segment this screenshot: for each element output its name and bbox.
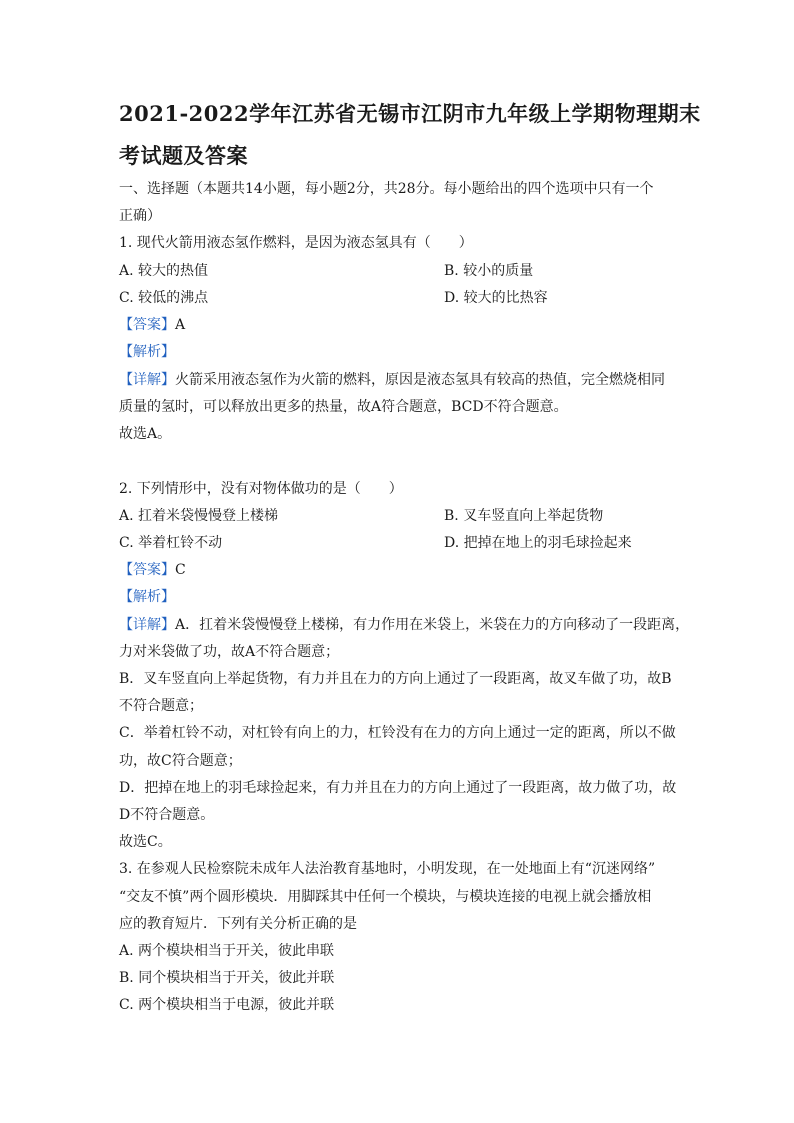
question-2-choose: 故选C。 [119, 834, 172, 850]
document-title-line-2: 考试题及答案 [119, 143, 248, 168]
question-1-option-d: D. 较大的比热容 [444, 290, 548, 306]
question-3-option-c: C. 两个模块相当于电源，彼此并联 [119, 997, 335, 1013]
question-2-detail-line-6: 功，故C符合题意； [119, 753, 242, 769]
question-1-detail-line-2: 质量的氢时，可以释放出更多的热量，故A符合题意，BCD不符合题意。 [119, 399, 568, 415]
question-2-stem: 2. 下列情形中，没有对物体做功的是（ ） [119, 481, 403, 497]
question-2-option-a: A. 扛着米袋慢慢登上楼梯 [119, 508, 279, 524]
question-2-detail-line-1 [119, 616, 689, 634]
detail-tag: 【详解】 [119, 372, 175, 388]
analysis-tag: 【解析】 [119, 344, 175, 360]
question-1-detail-line-1 [119, 371, 665, 389]
question-2-detail-line-8: D不符合题意。 [119, 807, 215, 823]
detail-tag: 【详解】 [119, 617, 175, 633]
analysis-tag: 【解析】 [119, 589, 175, 605]
question-2-analysis-tag [119, 588, 175, 606]
answer-tag: 【答案】 [119, 317, 175, 333]
question-3-stem-line-2: “交友不慎”两个圆形模块．用脚踩其中任何一个模块，与模块连接的电视上就会播放相 [119, 889, 652, 905]
question-2-option-c: C. 举着杠铃不动 [119, 535, 223, 551]
section-heading-line-2: 正确） [119, 208, 161, 224]
question-2-detail-line-3: B．叉车竖直向上举起货物，有力并且在力的方向上通过了一段距离，故叉车做了功，故B [119, 671, 672, 687]
question-3-option-a: A. 两个模块相当于开关，彼此串联 [119, 943, 335, 959]
question-2-detail-line-2: 力对米袋做了功，故A不符合题意； [119, 644, 340, 660]
question-1-answer [119, 316, 185, 334]
question-3-stem-line-3: 应的教育短片．下列有关分析正确的是 [119, 916, 357, 932]
answer-value: A [175, 317, 186, 333]
document-title-line-1: 2021-2022学年江苏省无锡市江阴市九年级上学期物理期末 [119, 101, 701, 126]
question-2-detail-line-4: 不符合题意； [119, 698, 203, 714]
question-3-option-b: B. 同个模块相当于开关，彼此并联 [119, 970, 335, 986]
question-2-answer [119, 561, 186, 579]
detail-text: 火箭采用液态氢作为火箭的燃料，原因是液态氢具有较高的热值，完全燃烧相同 [175, 372, 665, 388]
detail-text: A．扛着米袋慢慢登上楼梯，有力作用在米袋上，米袋在力的方向移动了一段距离， [175, 617, 690, 633]
answer-value: C [175, 562, 186, 578]
question-2-option-b: B. 叉车竖直向上举起货物 [444, 508, 604, 524]
question-2-detail-line-7: D．把掉在地上的羽毛球捡起来，有力并且在力的方向上通过了一段距离，故力做了功，故 [119, 780, 677, 796]
question-1-option-a: A. 较大的热值 [119, 263, 209, 279]
question-1-stem: 1. 现代火箭用液态氢作燃料，是因为液态氢具有（ ） [119, 235, 473, 251]
question-1-option-b: B. 较小的质量 [444, 263, 534, 279]
question-1-analysis-tag [119, 343, 175, 361]
question-2-detail-line-5: C．举着杠铃不动，对杠铃有向上的力，杠铃没有在力的方向上通过一定的距离，所以不做 [119, 725, 676, 741]
answer-tag: 【答案】 [119, 562, 175, 578]
question-1-option-c: C. 较低的沸点 [119, 290, 209, 306]
question-1-choose: 故选A。 [119, 426, 172, 442]
question-2-option-d: D. 把掉在地上的羽毛球捡起来 [444, 535, 632, 551]
section-heading-line-1: 一、选择题（本题共14小题，每小题2分，共28分。每小题给出的四个选项中只有一个 [119, 181, 654, 197]
question-3-stem-line-1: 3. 在参观人民检察院未成年人法治教育基地时，小明发现，在一处地面上有“沉迷网络” [119, 861, 656, 877]
